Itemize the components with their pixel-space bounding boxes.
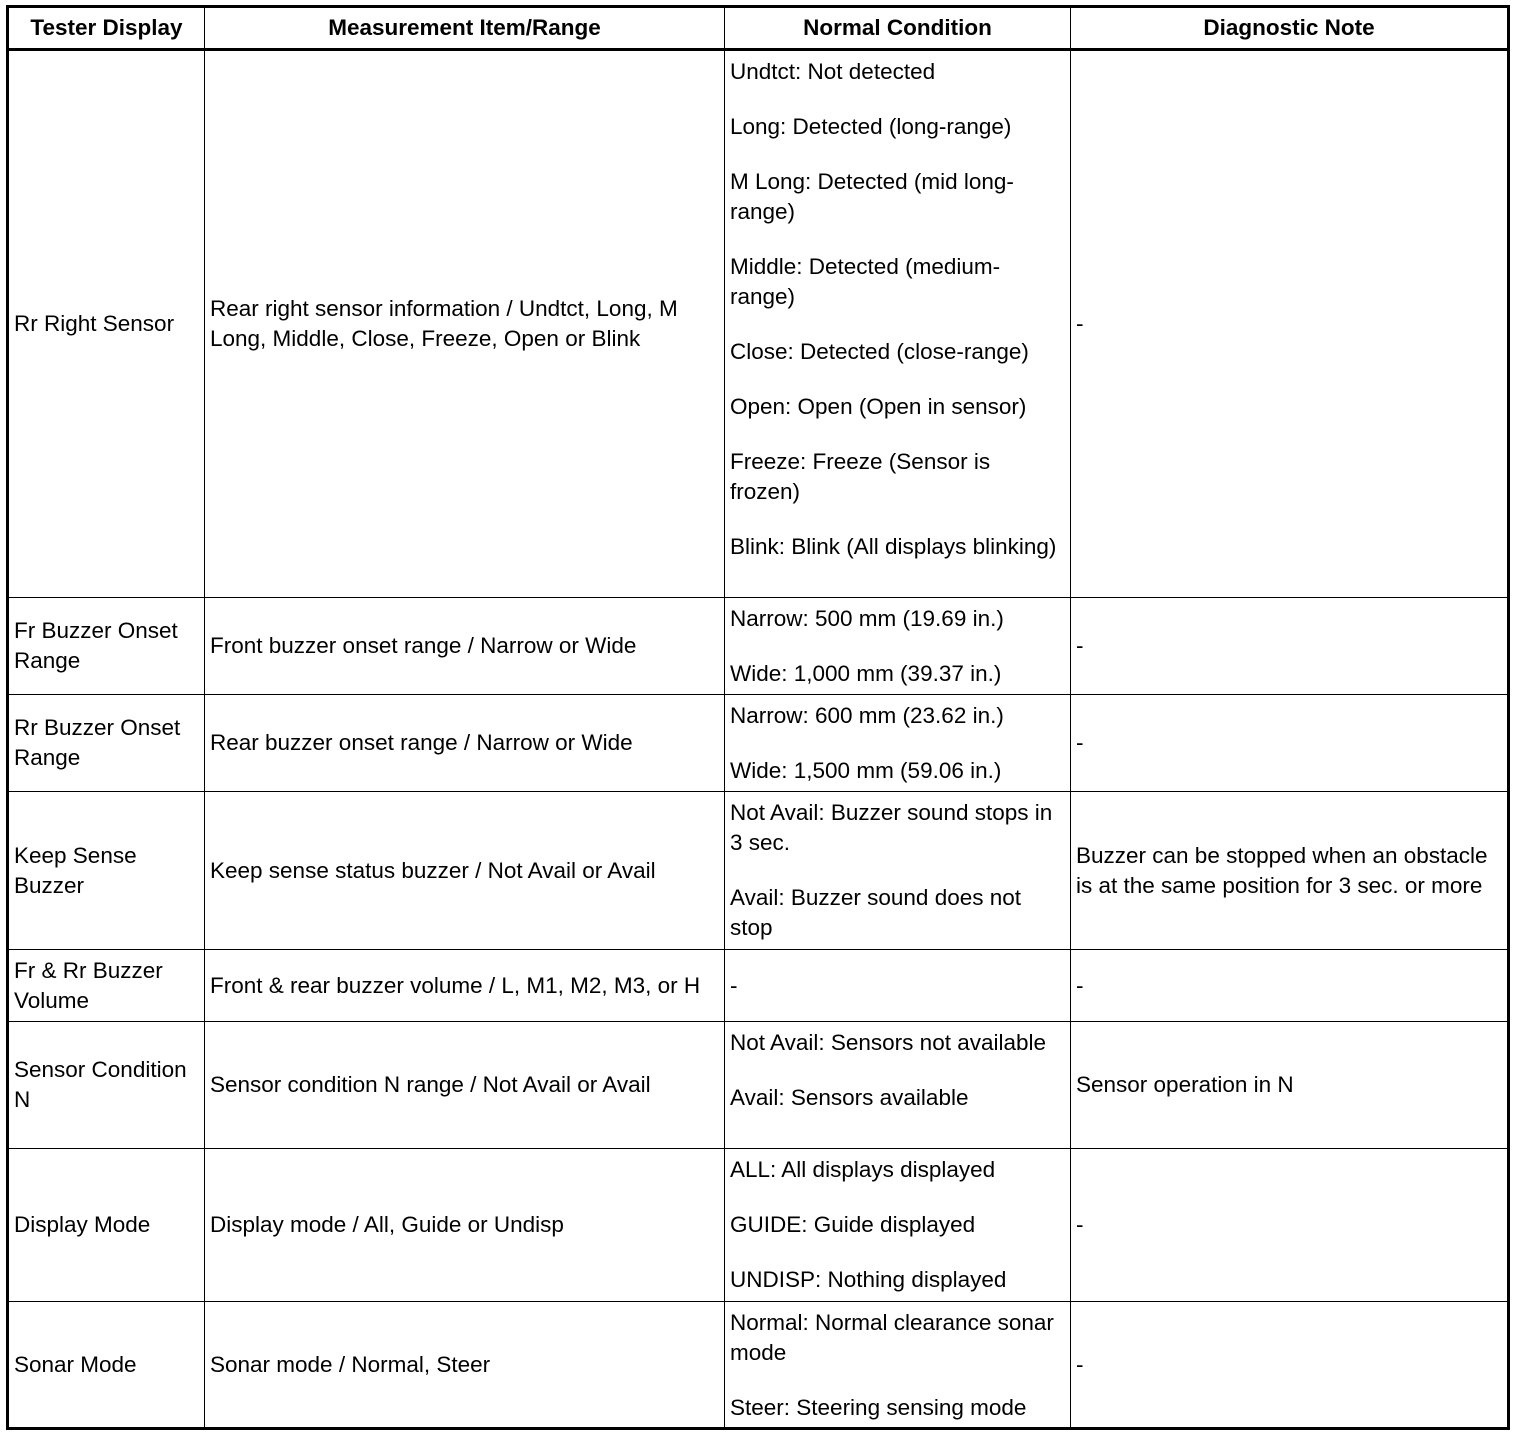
table-row	[8, 792, 1509, 950]
cell-measurement: Rear buzzer onset range / Narrow or Wide	[205, 695, 725, 792]
cell-tester-display: Keep Sense Buzzer	[8, 792, 205, 950]
cell-measurement: Sensor condition N range / Not Avail or Avail	[205, 1022, 725, 1149]
condition-item: ALL: All displays displayed	[730, 1157, 996, 1182]
cell-tester-display: Fr Buzzer Onset Range	[8, 598, 205, 695]
condition-item: Steer: Steering sensing mode	[730, 1395, 1027, 1420]
data-list-table	[6, 5, 1510, 1430]
condition-item: GUIDE: Guide displayed	[730, 1212, 976, 1237]
condition-item: Not Avail: Buzzer sound stops in 3 sec.	[730, 800, 1053, 855]
cell-normal-condition	[725, 1302, 1071, 1429]
cell-measurement: Front buzzer onset range / Narrow or Wide	[205, 598, 725, 695]
condition-item: Open: Open (Open in sensor)	[730, 394, 1027, 419]
cell-diagnostic-note: -	[1071, 598, 1509, 695]
cell-tester-display: Display Mode	[8, 1149, 205, 1302]
cell-diagnostic-note: Buzzer can be stopped when an obstacle is at the same position for 3 sec. or more	[1071, 792, 1509, 950]
cell-diagnostic-note: -	[1071, 1149, 1509, 1302]
cell-measurement: Display mode / All, Guide or Undisp	[205, 1149, 725, 1302]
condition-item: M Long: Detected (mid long-range)	[730, 169, 1014, 224]
condition-item: Avail: Buzzer sound does not stop	[730, 885, 1022, 940]
table-row	[8, 1022, 1509, 1149]
cell-measurement: Front & rear buzzer volume / L, M1, M2, M3, or H	[205, 950, 725, 1022]
cell-normal-condition	[725, 50, 1071, 598]
table-body	[8, 50, 1509, 1429]
cell-tester-display: Sonar Mode	[8, 1302, 205, 1429]
condition-item: Blink: Blink (All displays blinking)	[730, 534, 1057, 559]
condition-item: Narrow: 500 mm (19.69 in.)	[730, 606, 1004, 631]
cell-normal-condition	[725, 598, 1071, 695]
condition-item: Undtct: Not detected	[730, 59, 936, 84]
condition-item: -	[730, 972, 738, 998]
condition-item: Wide: 1,500 mm (59.06 in.)	[730, 758, 1002, 783]
condition-item: Long: Detected (long-range)	[730, 114, 1012, 139]
cell-normal-condition	[725, 950, 1071, 1022]
table-row	[8, 695, 1509, 792]
table-row	[8, 50, 1509, 598]
cell-diagnostic-note: -	[1071, 1302, 1509, 1429]
cell-normal-condition	[725, 695, 1071, 792]
condition-item: Freeze: Freeze (Sensor is frozen)	[730, 449, 991, 504]
cell-normal-condition	[725, 1149, 1071, 1302]
cell-tester-display: Sensor Condition N	[8, 1022, 205, 1149]
cell-normal-condition	[725, 1022, 1071, 1149]
condition-item: Avail: Sensors available	[730, 1085, 969, 1110]
cell-measurement: Keep sense status buzzer / Not Avail or Avail	[205, 792, 725, 950]
condition-item: Close: Detected (close-range)	[730, 339, 1029, 364]
condition-item: UNDISP: Nothing displayed	[730, 1267, 1007, 1292]
table-row	[8, 1149, 1509, 1302]
cell-tester-display: Fr & Rr Buzzer Volume	[8, 950, 205, 1022]
table-row	[8, 950, 1509, 1022]
condition-item: Not Avail: Sensors not available	[730, 1030, 1047, 1055]
cell-normal-condition	[725, 792, 1071, 950]
cell-diagnostic-note: Sensor operation in N	[1071, 1022, 1509, 1149]
table-header	[8, 7, 1509, 50]
cell-diagnostic-note: -	[1071, 50, 1509, 598]
condition-item: Wide: 1,000 mm (39.37 in.)	[730, 661, 1002, 686]
condition-item: Middle: Detected (medium-range)	[730, 254, 1001, 309]
header-measurement: Measurement Item/Range	[205, 7, 725, 50]
table-row	[8, 1302, 1509, 1429]
cell-tester-display: Rr Buzzer Onset Range	[8, 695, 205, 792]
header-diagnostic-note: Diagnostic Note	[1071, 7, 1509, 50]
cell-diagnostic-note: -	[1071, 950, 1509, 1022]
header-row	[8, 7, 1509, 50]
cell-measurement: Sonar mode / Normal, Steer	[205, 1302, 725, 1429]
cell-measurement: Rear right sensor information / Undtct, Long, M Long, Middle, Close, Freeze, Open or Blink	[205, 50, 725, 598]
condition-item: Narrow: 600 mm (23.62 in.)	[730, 703, 1004, 728]
cell-diagnostic-note: -	[1071, 695, 1509, 792]
header-normal-condition: Normal Condition	[725, 7, 1071, 50]
cell-tester-display: Rr Right Sensor	[8, 50, 205, 598]
header-tester-display: Tester Display	[8, 7, 205, 50]
table-row	[8, 598, 1509, 695]
condition-item: Normal: Normal clearance sonar mode	[730, 1310, 1054, 1365]
